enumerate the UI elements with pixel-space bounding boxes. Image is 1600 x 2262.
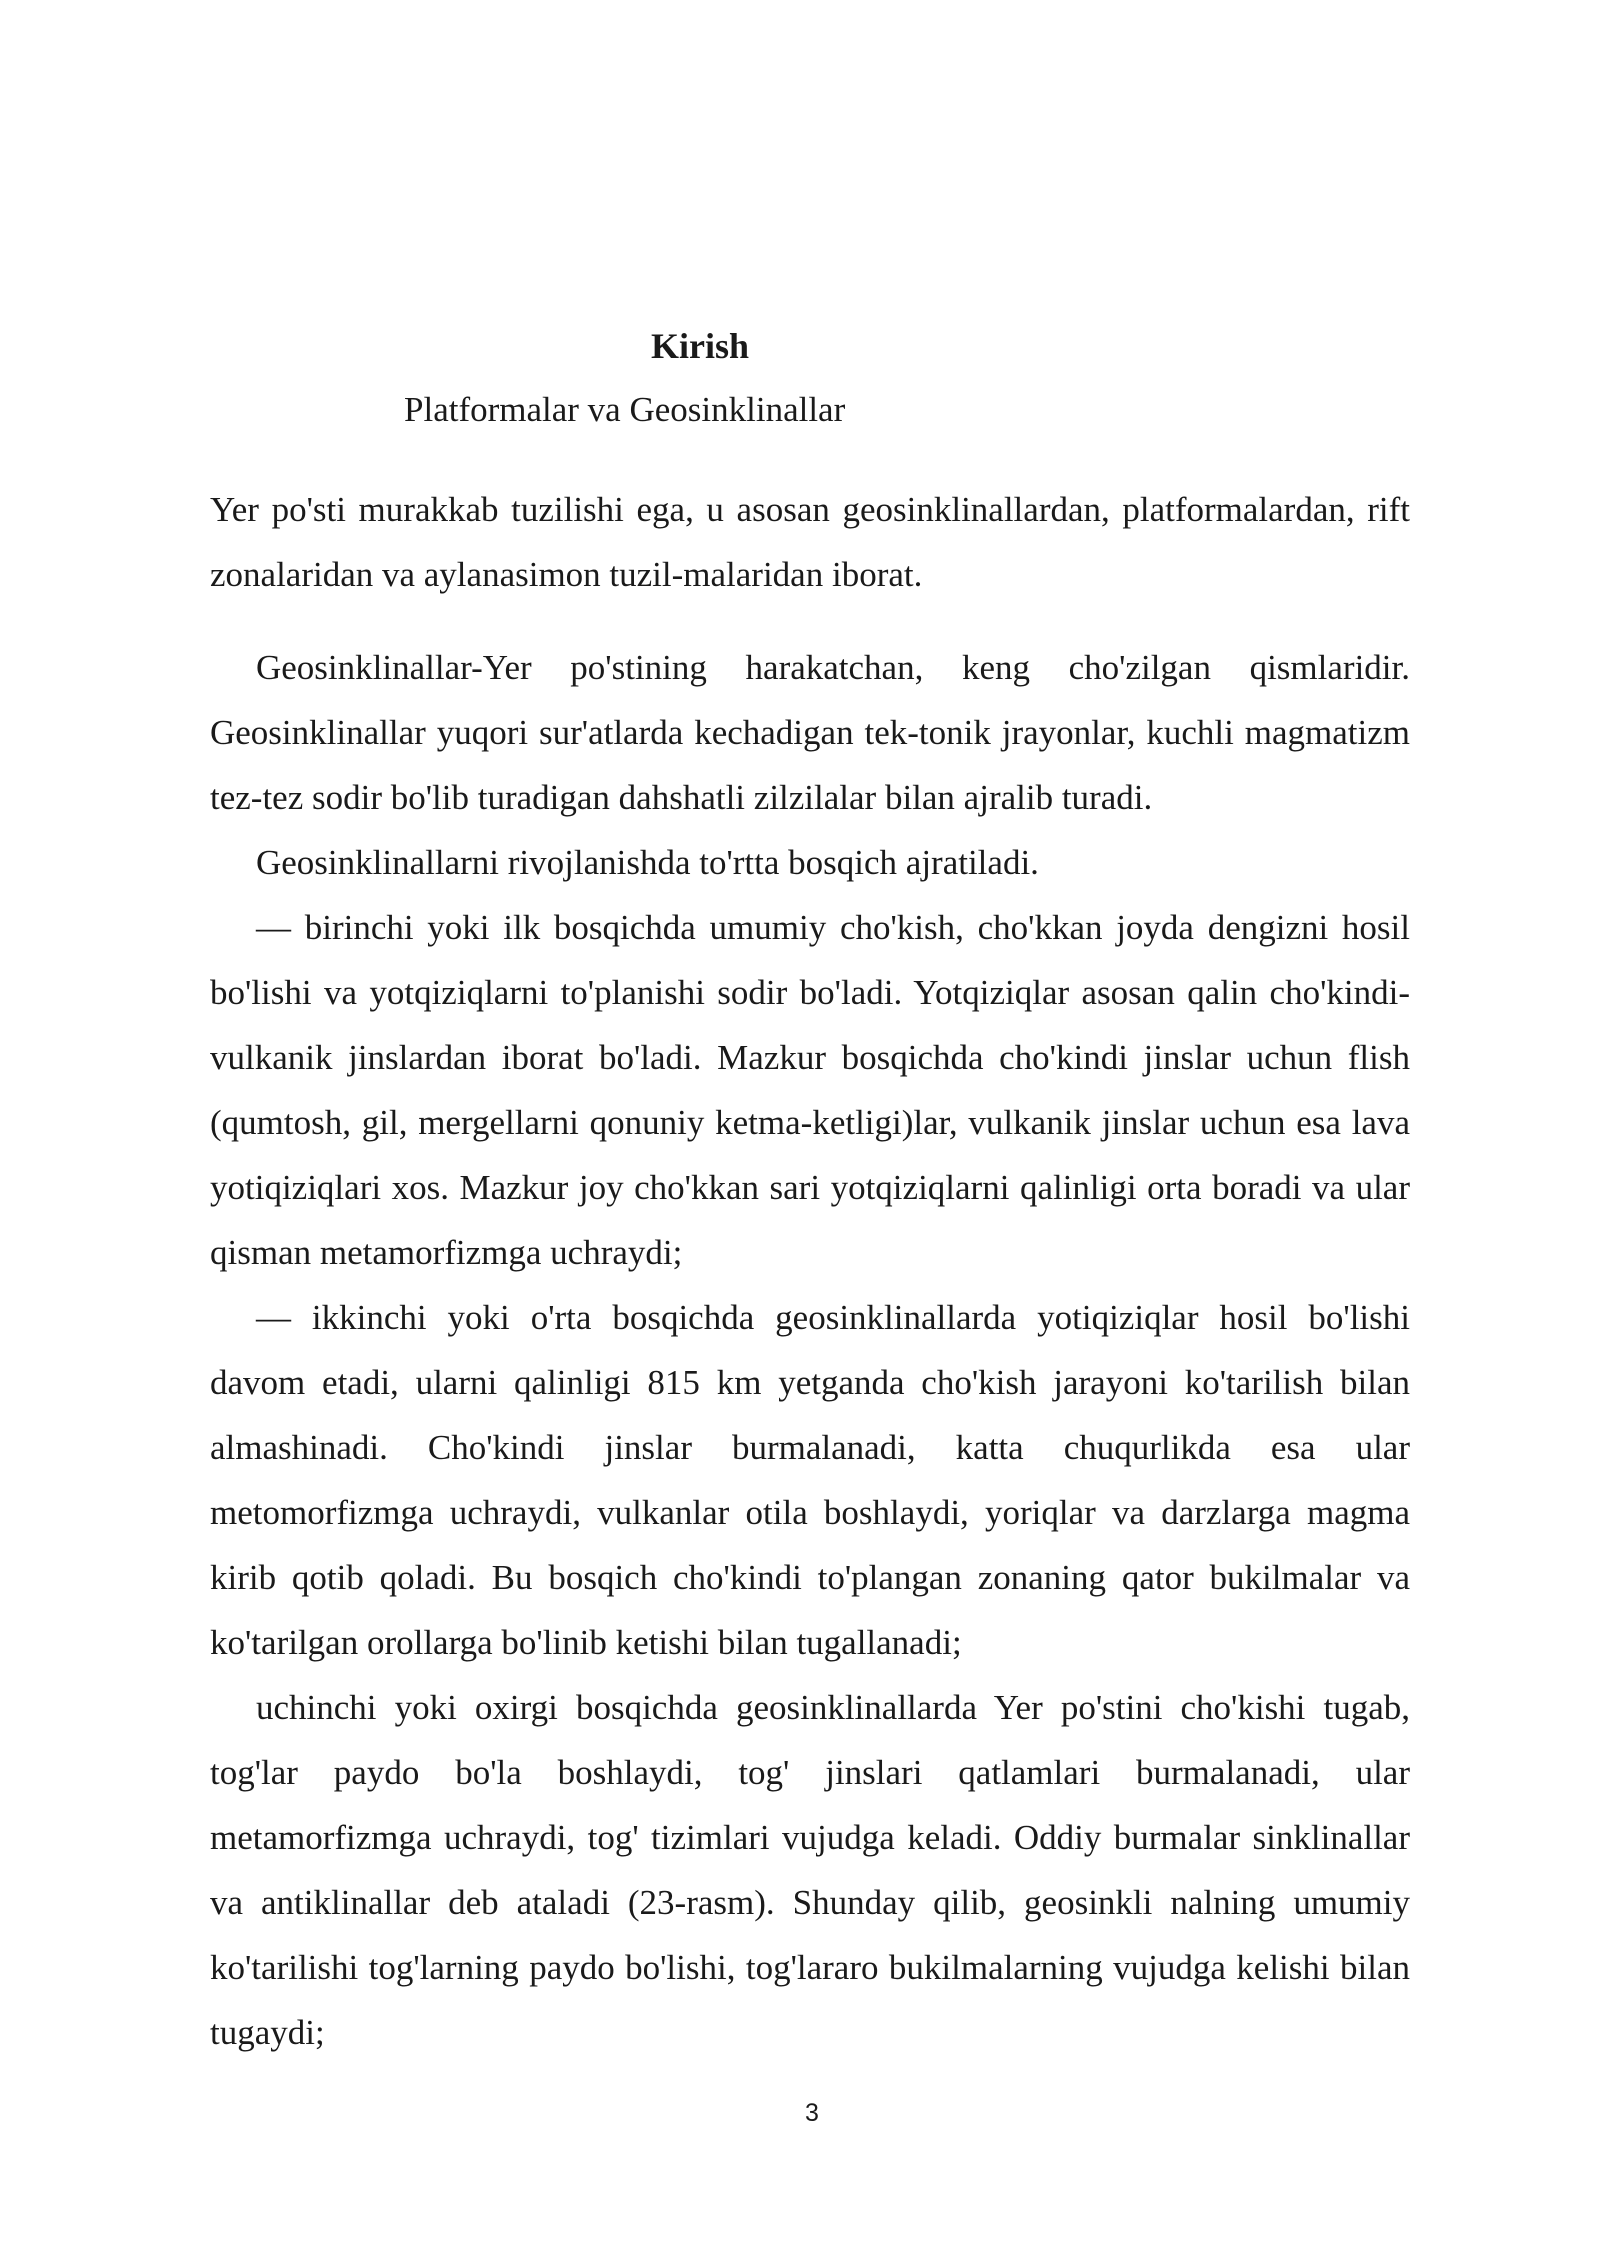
paragraph-geosynclines-definition: Geosinklinallar-Yer po'stining harakatchan, keng cho'zilgan qismlaridir. Geosinklinallar yuqori sur'atlarda kechadigan tek-tonik jrayonlar, kuchli magmatizm tez-tez sodir bo'lib turadigan dahshatli zilzilalar bilan ajralib turadi.	[210, 648, 1410, 817]
paragraph-stages-intro: Geosinklinallarni rivojlanishda to'rtta bosqich ajratiladi.	[256, 843, 1039, 882]
page-number: 3	[805, 2099, 819, 2127]
paragraph-intro: Yer po'sti murakkab tuzilishi ega, u asosan geosinklinallardan, platformalardan, rift zonalaridan va aylanasimon tuzil-malaridan iborat.	[210, 490, 1410, 594]
paragraph-stage-one: — birinchi yoki ilk bosqichda umumiy cho'kish, cho'kkan joyda dengizni hosil bo'lishi va yotqiziqlarni to'planishi sodir bo'ladi. Yotqiziqlar asosan qalin cho'kindi-vulkanik jinslardan iborat bo'ladi. Mazkur bosqichda cho'kindi jinslar uchun flish (qumtosh, gil, mergellarni qonuniy ketma-ketligi)lar, vulkanik jinslar uchun esa lava yotiqiziqlari xos. Mazkur joy cho'kkan sari yotqiziqlarni qalinligi orta boradi va ular qisman metamorfizmga uchraydi;	[210, 908, 1410, 1272]
paragraph-stage-three: uchinchi yoki oxirgi bosqichda geosinklinallarda Yer po'stini cho'kishi tugab, tog'lar paydo bo'la boshlaydi, tog' jinslari qatlamlari burmalanadi, ular metamorfizmga uchraydi, tog' tizimlari vujudga keladi. Oddiy burmalar sinklinallar va antiklinallar deb ataladi (23-rasm). Shunday qilib, geosinkli nalning umumiy ko'tarilishi tog'larning paydo bo'lishi, tog'lararo bukilmalarning vujudga kelishi bilan tugaydi;	[210, 1688, 1410, 2052]
page-title: Kirish	[650, 326, 749, 366]
paragraph-stage-two: — ikkinchi yoki o'rta bosqichda geosinklinallarda yotiqiziqlar hosil bo'lishi davom etadi, ularni qalinligi 815 km yetganda cho'kish jarayoni ko'tarilish bilan almashinadi. Cho'kindi jinslar burmalanadi, katta chuqurlikda esa ular metomorfizmga uchraydi, vulkanlar otila boshlaydi, yoriqlar va darzlarga magma kirib qotib qoladi. Bu bosqich cho'kindi to'plangan zonaning qator bukilmalar va ko'tarilgan orollarga bo'linib ketishi bilan tugallanadi;	[210, 1298, 1410, 1662]
body-text	[210, 477, 1410, 2065]
section-subtitle: Platformalar va Geosinklinallar	[404, 390, 846, 429]
